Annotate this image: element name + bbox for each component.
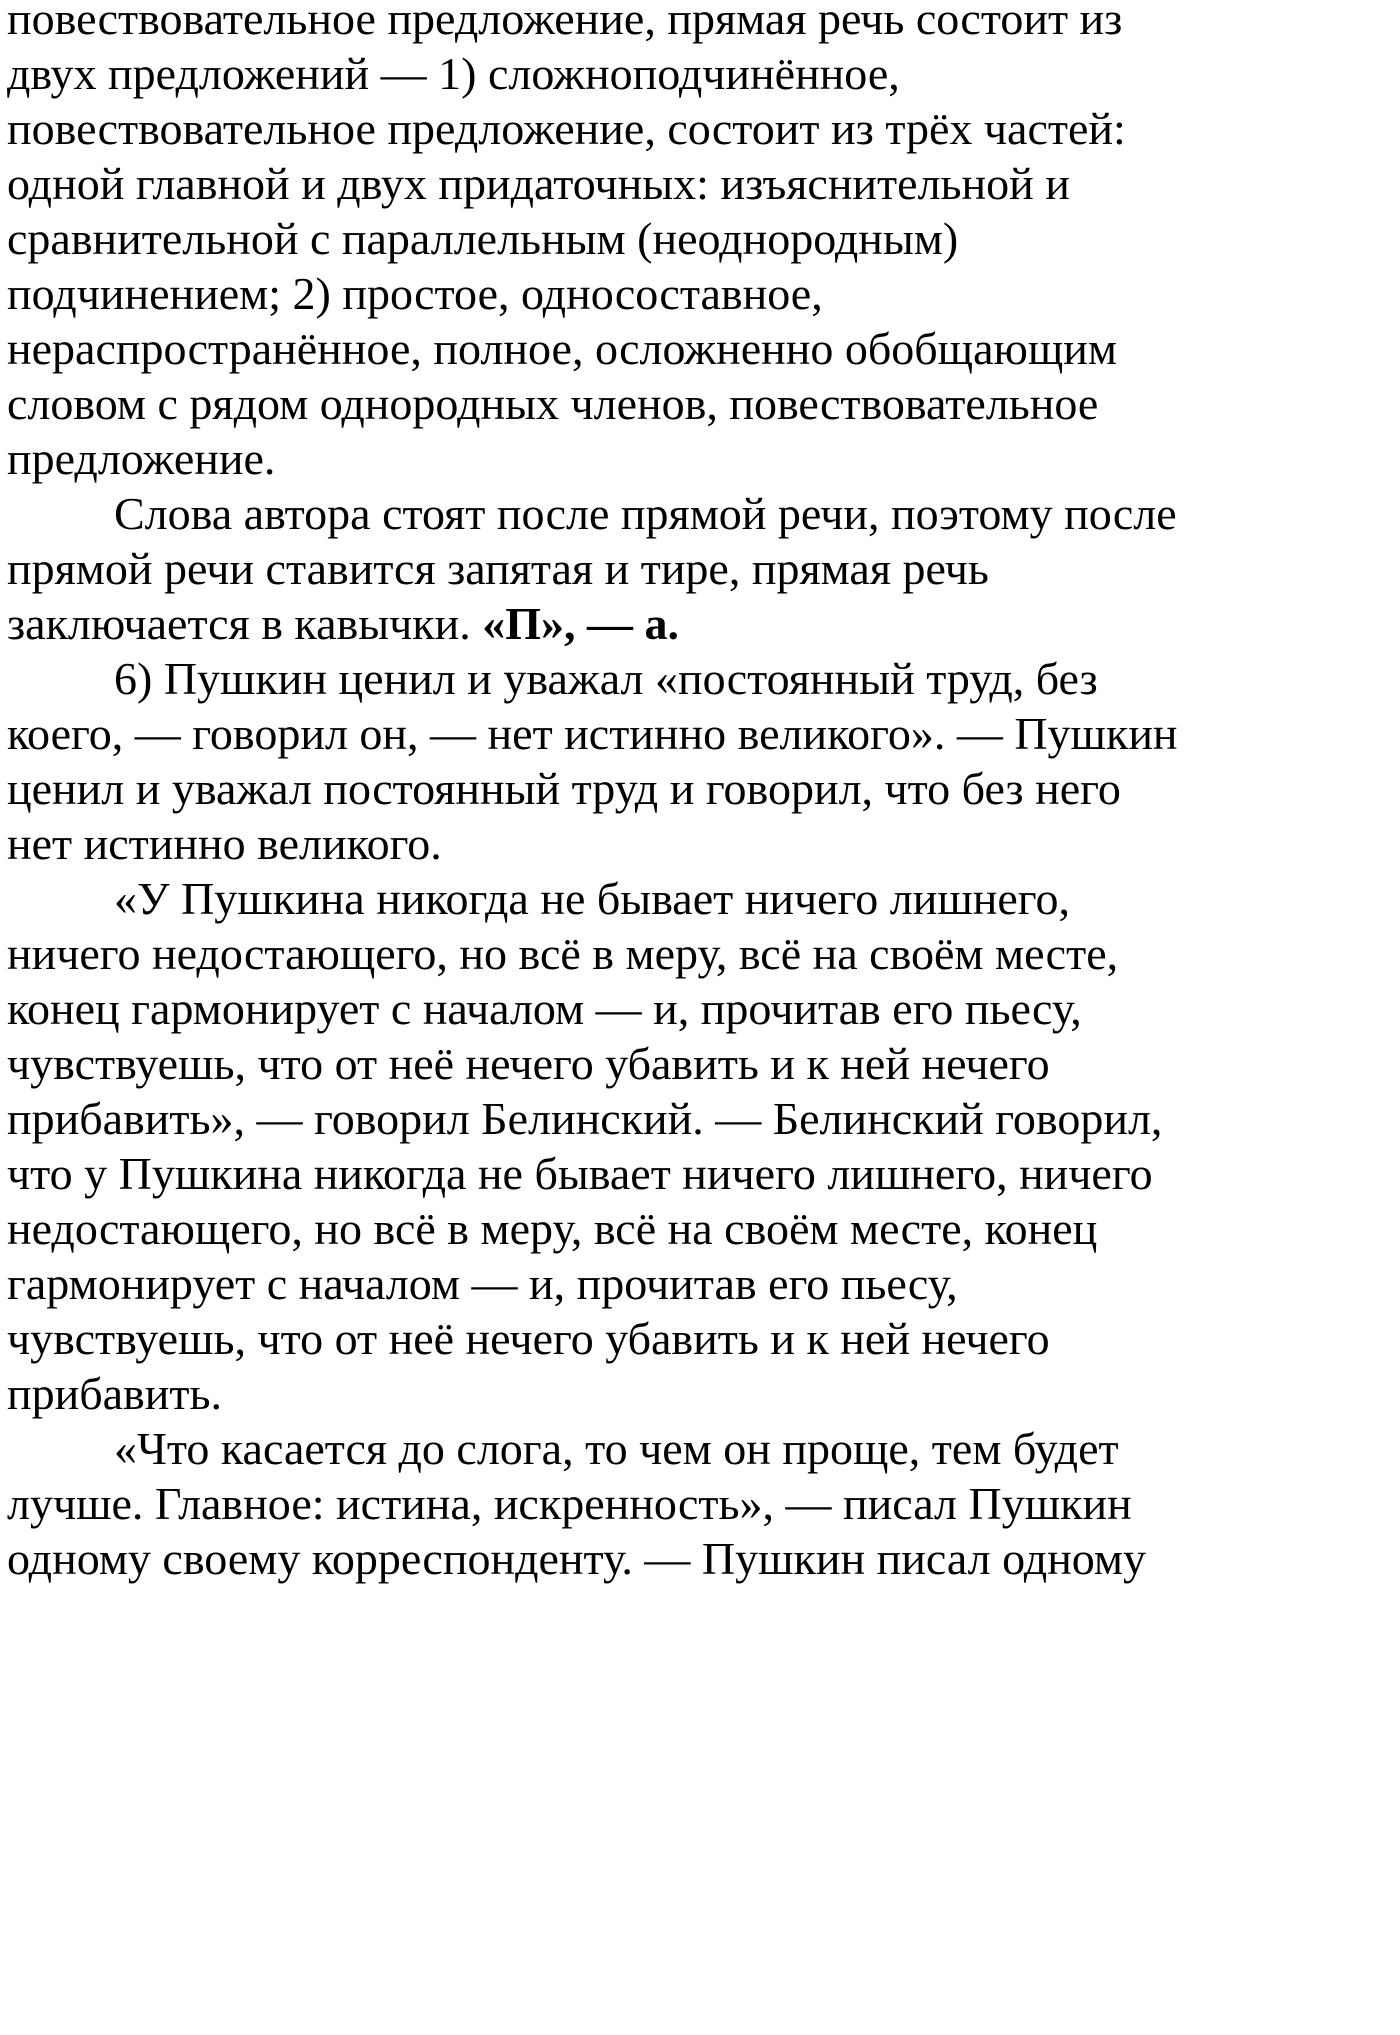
text-line: лучше. Главное: истина, искренность», — писал Пушкин <box>7 1478 1132 1529</box>
text-line: чувствуешь, что от неё нечего убавить и к ней нечего <box>7 1313 1050 1364</box>
text-line: коего, — говорил он, — нет истинно великого». — Пушкин <box>7 708 1178 759</box>
text-line: нераспространённое, полное, осложненно обобщающим <box>7 323 1118 374</box>
text-line: «Что касается до слога, то чем он проще, тем будет <box>114 1423 1119 1474</box>
text-line: прямой речи ставится запятая и тире, прямая речь <box>7 543 989 594</box>
text-line: одной главной и двух придаточных: изъяснительной и <box>7 158 1070 209</box>
text-line: «У Пушкина никогда не бывает ничего лишнего, <box>114 873 1071 924</box>
text-line: нет истинно великого. <box>7 818 442 869</box>
text-line: что у Пушкина никогда не бывает ничего лишнего, ничего <box>7 1148 1153 1199</box>
text-line: ценил и уважал постоянный труд и говорил, что без него <box>7 763 1121 814</box>
punctuation-scheme: «П», — а. <box>482 598 680 649</box>
text-line: словом с рядом однородных членов, повествовательное <box>7 378 1099 429</box>
text-segment: заключается в кавычки. <box>7 598 471 649</box>
text-line: конец гармонирует с началом — и, прочитав его пьесу, <box>7 983 1082 1034</box>
text-line: чувствуешь, что от неё нечего убавить и к ней нечего <box>7 1038 1050 1089</box>
text-line: недостающего, но всё в меру, всё на своём месте, конец <box>7 1203 1098 1254</box>
text-line: 6) Пушкин ценил и уважал «постоянный труд, без <box>114 653 1098 704</box>
text-line: подчинением; 2) простое, односоставное, <box>7 268 823 319</box>
text-line: гармонирует с началом — и, прочитав его пьесу, <box>7 1258 958 1309</box>
text-line: сравнительной с параллельным (неоднородным) <box>7 213 959 264</box>
text-line: повествовательное предложение, прямая речь состоит из <box>7 0 1123 44</box>
text-line: ничего недостающего, но всё в меру, всё на своём месте, <box>7 928 1119 979</box>
text-line: Слова автора стоят после прямой речи, поэтому после <box>114 488 1177 539</box>
text-line: предложение. <box>7 433 276 484</box>
text-line: одному своему корреспонденту. — Пушкин писал одному <box>7 1533 1147 1584</box>
text-line: повествовательное предложение, состоит из трёх частей: <box>7 103 1126 154</box>
text-line: двух предложений — 1) сложноподчинённое, <box>7 48 900 99</box>
text-line: прибавить. <box>7 1368 222 1419</box>
text-line <box>7 595 679 653</box>
text-line: прибавить», — говорил Белинский. — Белинский говорил, <box>7 1093 1163 1144</box>
